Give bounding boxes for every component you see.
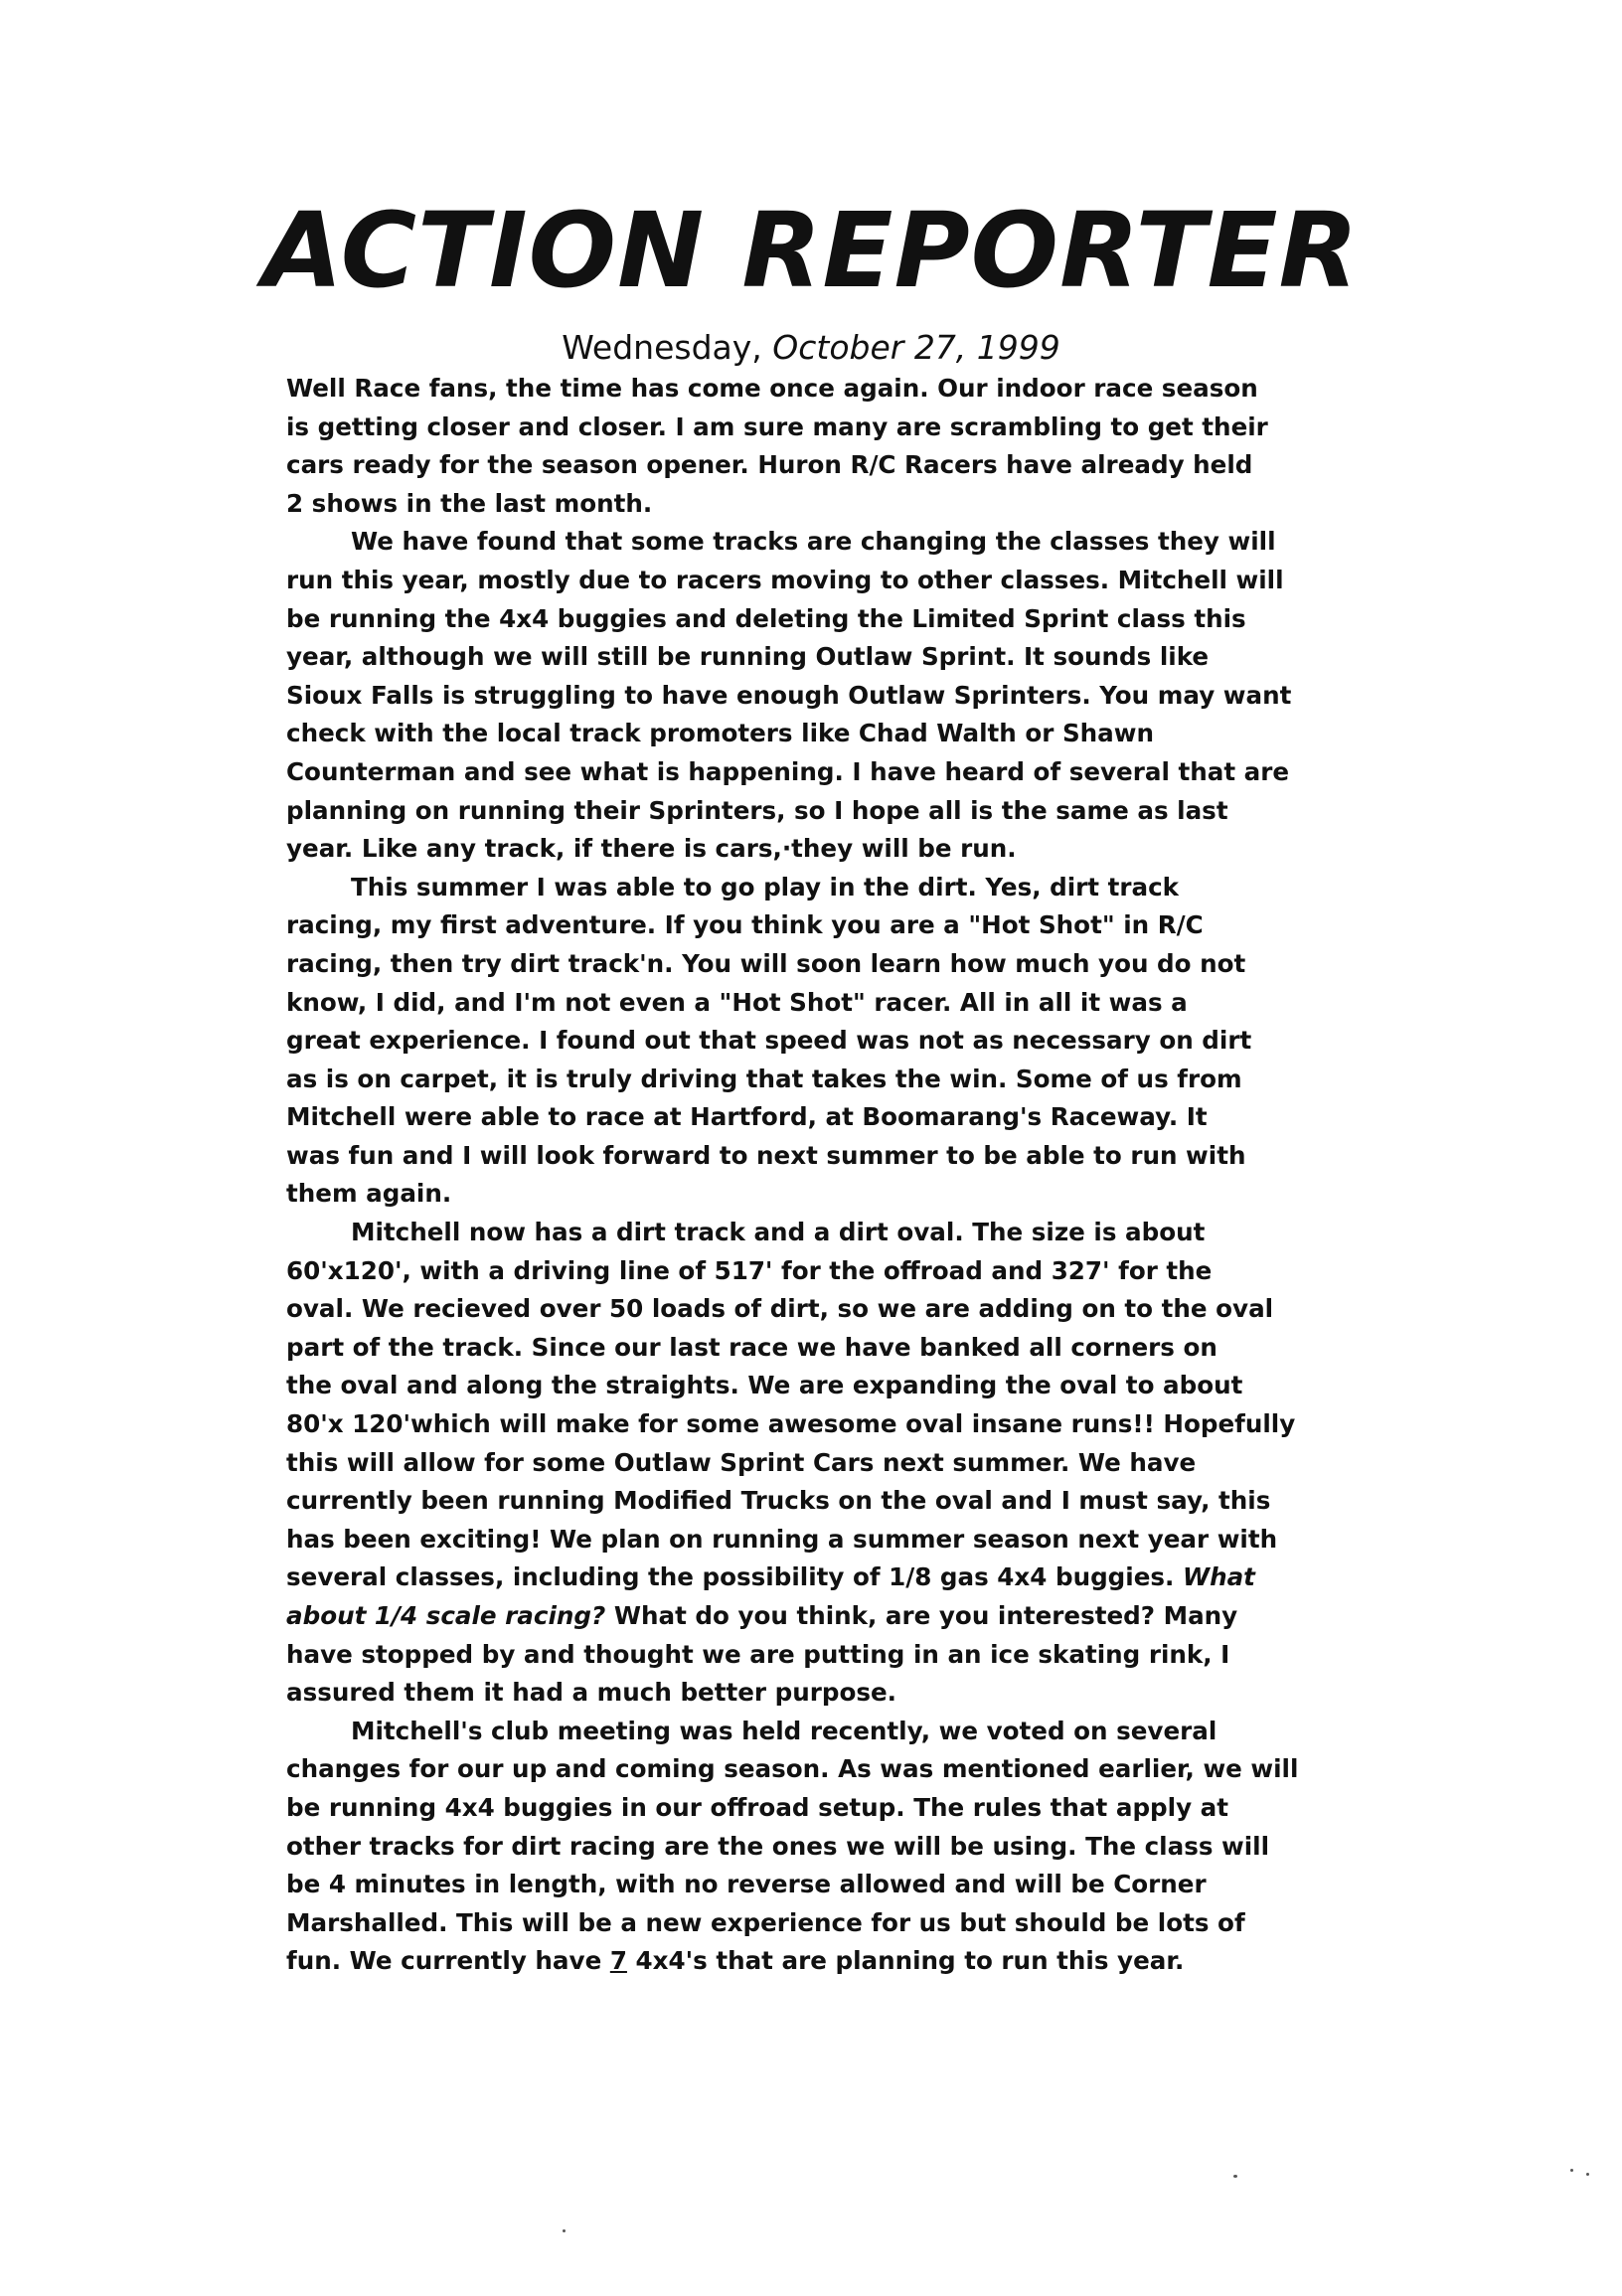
dateline-weekday: Wednesday, [562,328,762,367]
dateline [0,326,1622,370]
article-body [286,370,1299,1981]
dateline-date: October 27, 1999 [772,328,1060,367]
masthead-title: ACTION REPORTER [262,190,1360,311]
paragraph-2-line-6: check with the local track promoters like Chad Walth or Shawn [286,719,1154,748]
paragraph-1-line-3: cars ready for the season opener. Huron R/C Racers have already held [286,450,1253,480]
paragraph-5-line-7-count: 7 [609,1946,627,1976]
paragraph-2-line-7: Counterman and see what is happening. I have heard of several that are [286,756,1290,786]
paragraph-5-line-4: other tracks for dirt racing are the ones we will be using. The class will [286,1831,1270,1861]
paragraph-3-line-6: as is on carpet, it is truly driving that takes the win. Some of us from [286,1064,1242,1093]
paragraph-5-line-3: be running 4x4 buggies in our offroad setup. The rules that apply at [286,1792,1229,1822]
paragraph-4-line-10-italic: What [1182,1562,1255,1592]
paragraph-1-line-4: 2 shows in the last month. [286,488,653,518]
paragraph-2-line-4: year, although we will still be running Outlaw Sprint. It sounds like [286,642,1210,672]
paragraph-1-line-1: Well Race fans, the time has come once again. Our indoor race season [286,374,1258,403]
paragraph-2-line-2: run this year, mostly due to racers moving to other classes. Mitchell will [286,565,1284,594]
paragraph-2-line-3: be running the 4x4 buggies and deleting the Limited Sprint class this [286,603,1246,633]
paragraph-3-line-9: them again. [286,1179,452,1209]
paragraph-4-line-3: oval. We recieved over 50 loads of dirt, so we are adding on to the oval [286,1294,1274,1324]
paragraph-4-line-11 [286,1597,1296,1636]
paragraph-5-line-6: Marshalled. This will be a new experience for us but should be lots of [286,1907,1245,1937]
paragraph-4-line-4: part of the track. Since our last race we have banked all corners on [286,1332,1217,1362]
paragraph-4-line-7: this will allow for some Outlaw Sprint Cars next summer. We have [286,1447,1197,1477]
scan-speck [1233,2175,1237,2178]
paragraph-5-line-5: be 4 minutes in length, with no reverse allowed and will be Corner [286,1870,1207,1899]
paragraph-5-line-7 [286,1942,1296,1981]
paragraph-3-line-8: was fun and I will look forward to next summer to be able to run with [286,1140,1246,1170]
scan-speck [1570,2169,1573,2172]
paragraph-4-line-5: the oval and along the straights. We are expanding the oval to about [286,1371,1243,1400]
paragraph-3-line-1: This summer I was able to go play in the dirt. Yes, dirt track [351,872,1180,902]
paragraph-4-line-9: has been exciting! We plan on running a summer season next year with [286,1524,1278,1554]
paragraph-4-line-6: 80'x 120'which will make for some awesome oval insane runs!! Hopefully [286,1409,1296,1439]
paragraph-3-line-2: racing, my first adventure. If you think you are a "Hot Shot" in R/C [286,910,1204,940]
paragraph-4-line-11-text: What do you think, are you interested? Many [613,1601,1238,1630]
paragraph-4-line-2: 60'x120', with a driving line of 517' for the offroad and 327' for the [286,1255,1213,1285]
paragraph-4-line-10-text: several classes, including the possibility of 1/8 gas 4x4 buggies. [286,1562,1175,1592]
paragraph-5-line-2: changes for our up and coming season. As was mentioned earlier, we will [286,1754,1299,1784]
paragraph-5-line-1: Mitchell's club meeting was held recently, we voted on several [351,1716,1217,1745]
paragraph-1-line-2: is getting closer and closer. I am sure many are scrambling to get their [286,411,1268,441]
paragraph-4-line-13: assured them it had a much better purpose. [286,1678,897,1708]
paragraph-3-line-7: Mitchell were able to race at Hartford, at Boomarang's Raceway. It [286,1102,1208,1132]
paragraph-2-line-5: Sioux Falls is struggling to have enough Outlaw Sprinters. You may want [286,680,1292,710]
paragraph-2-line-8: planning on running their Sprinters, so I hope all is the same as last [286,795,1228,825]
paragraph-4-line-12: have stopped by and thought we are putting in an ice skating rink, I [286,1639,1230,1669]
paragraph-5-line-7-text-end: 4x4's that are planning to run this year. [635,1946,1185,1976]
paragraph-4-line-10 [286,1558,1296,1597]
paragraph-2-line-1: We have found that some tracks are changing the classes they will [351,527,1276,557]
paragraph-4-line-1: Mitchell now has a dirt track and a dirt oval. The size is about [351,1218,1206,1247]
scan-speck [1586,2173,1589,2176]
paragraph-3-line-4: know, I did, and I'm not even a "Hot Shot" racer. All in all it was a [286,987,1188,1017]
scan-speck [563,2229,566,2232]
paragraph-4-line-8: currently been running Modified Trucks on the oval and I must say, this [286,1486,1271,1516]
paragraph-2-line-9: year. Like any track, if there is cars,·they will be run. [286,834,1017,864]
paragraph-5-line-7-text-start: fun. We currently have [286,1946,602,1976]
paragraph-3-line-5: great experience. I found out that speed was not as necessary on dirt [286,1026,1252,1056]
paragraph-3-line-3: racing, then try dirt track'n. You will soon learn how much you do not [286,948,1246,978]
paragraph-4-line-11-italic: about 1/4 scale racing? [286,1601,606,1630]
